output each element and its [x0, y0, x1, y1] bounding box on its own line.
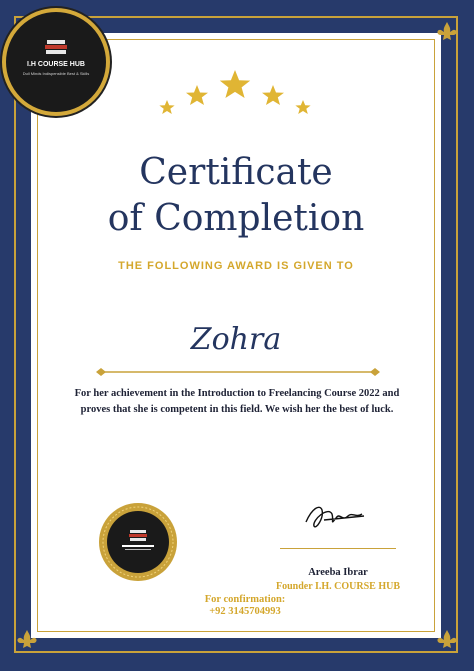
star-icon — [220, 70, 250, 98]
certificate-title-line2: of Completion — [107, 198, 365, 239]
confirmation-phone: +92 3145704993 — [209, 606, 281, 617]
award-subtitle: THE FOLLOWING AWARD IS GIVEN TO — [118, 260, 354, 272]
course-hub-logo — [2, 8, 110, 116]
fleur-de-lis-icon — [434, 628, 460, 654]
signature-icon — [302, 496, 372, 536]
logo-tagline: Dull Minds Indispensible Best & Skills — [22, 71, 90, 76]
gold-divider — [96, 367, 380, 377]
logo-title: I.H COURSE HUB — [27, 61, 85, 68]
achievement-text: For her achievement in the Introduction to Freelancing Course 2022 and proves that she is competent in this field. We wish her the best of luck. — [74, 388, 400, 415]
confirmation-label: For confirmation: — [204, 594, 286, 605]
recipient-name: Zohra — [190, 322, 282, 357]
star-icon — [295, 100, 310, 114]
star-icon — [186, 85, 208, 105]
signer-name: Areeba Ibrar — [308, 567, 368, 578]
fleur-de-lis-icon — [14, 628, 40, 654]
certificate-title-line1: Certificate — [139, 152, 333, 193]
signature-line — [280, 548, 396, 549]
fleur-de-lis-icon — [434, 20, 460, 46]
star-icon — [159, 100, 174, 114]
star-icon — [262, 85, 284, 105]
stars-decoration — [155, 68, 315, 120]
award-seal-icon — [98, 502, 178, 582]
signer-role: Founder I.H. COURSE HUB — [275, 581, 400, 592]
logo-books-icon — [44, 40, 68, 56]
